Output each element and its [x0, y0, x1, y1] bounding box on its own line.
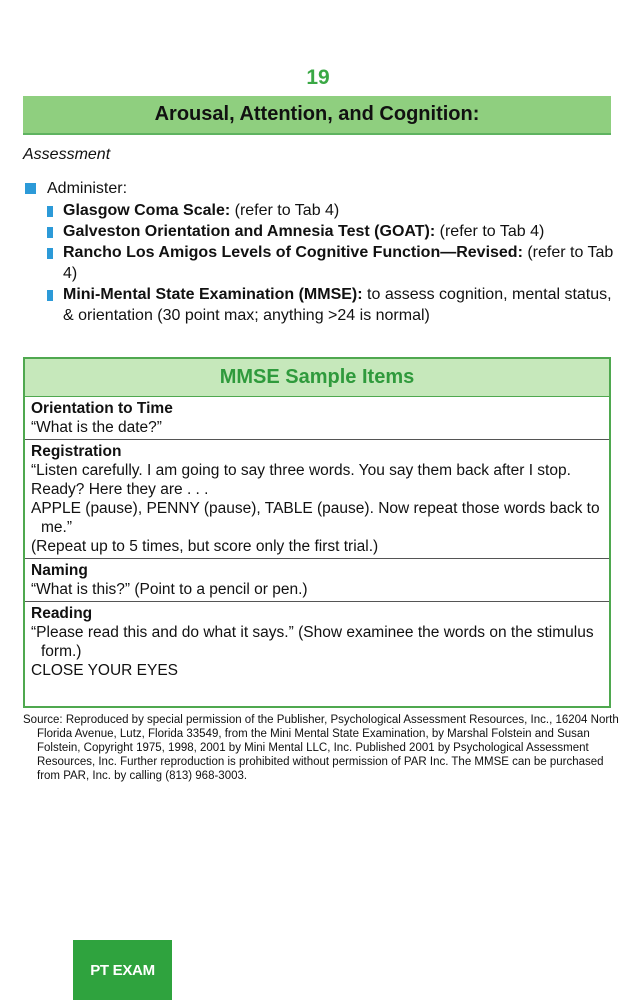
tool-name: Glasgow Coma Scale: [63, 202, 225, 219]
page-number: 19: [306, 66, 330, 89]
square-bullet-icon: [25, 183, 36, 194]
item-line: (Repeat up to 5 times, but score only the first trial.): [31, 538, 379, 555]
small-bullet-icon: [47, 206, 53, 217]
mmse-item-naming: [25, 559, 609, 602]
item-heading: Reading: [31, 605, 93, 622]
item-line: “What is the date?”: [31, 419, 162, 436]
source-note: Source: Reproduced by special permission of the Publisher, Psychological Assessment Resources, Inc., 16204 North Florida Avenue, Lutz, Florida 33549, from the Mini Mental State Examination, by Marshal Folstein and Susan Folstein, Copyright 1975, 1998, 2001 by Mini Mental LLC, Inc. Published 2001 by Psychological Assessment Resources, Inc. Further reproduction is prohibited without permission of PAR Inc. The MMSE can be purchased from PAR, Inc. by calling (813) 968-3003.: [23, 714, 619, 782]
item-heading: Orientation to Time: [31, 400, 173, 417]
mmse-box-title: MMSE Sample Items: [25, 359, 609, 397]
mmse-sample-box: [23, 357, 611, 708]
item-line: Ready? Here they are . . .: [31, 481, 209, 498]
item-heading: Naming: [31, 562, 88, 579]
assessment-list: [25, 178, 625, 326]
tool-desc: (refer to Tab 4): [435, 223, 545, 240]
subheading: Assessment: [23, 146, 111, 163]
tool-item: [25, 200, 625, 221]
item-line: “Listen carefully. I am going to say three words. You say them back after I stop.: [31, 462, 571, 479]
pt-exam-tab[interactable]: [73, 940, 172, 1000]
tool-desc: (refer to Tab 4): [63, 244, 614, 282]
tool-name: Rancho Los Amigos Levels of Cognitive Function—Revised:: [63, 244, 523, 261]
item-heading: Registration: [31, 443, 122, 460]
mmse-item-registration: [25, 440, 609, 559]
tool-name: Mini-Mental State Examination (MMSE):: [63, 286, 363, 303]
tool-item: [25, 242, 625, 284]
section-title: Arousal, Attention, and Cognition:: [154, 103, 480, 125]
small-bullet-icon: [47, 248, 53, 259]
small-bullet-icon: [47, 227, 53, 238]
section-title-bar: [23, 96, 611, 135]
list-item-administer: [25, 178, 625, 199]
tool-desc: (refer to Tab 4): [230, 202, 340, 219]
tool-colon: :: [224, 202, 231, 219]
tool-item: [25, 221, 625, 242]
item-line: APPLE (pause), PENNY (pause), TABLE (pause). Now repeat those words back to me.”: [31, 500, 600, 536]
tab-label-text: PT EXAM: [90, 961, 155, 979]
tool-name: Galveston Orientation and Amnesia Test (GOAT):: [63, 223, 436, 240]
mmse-item-orientation: [25, 397, 609, 440]
item-line: CLOSE YOUR EYES: [31, 662, 179, 679]
administer-label: Administer:: [47, 180, 128, 197]
item-line: “Please read this and do what it says.” (Show examinee the words on the stimulus form.): [31, 624, 594, 660]
tool-desc: to assess cognition, mental status, & orientation (30 point max; anything >24 is normal): [63, 286, 612, 324]
item-line: “What is this?” (Point to a pencil or pen.): [31, 581, 308, 598]
small-bullet-icon: [47, 290, 53, 301]
tool-item: [25, 284, 625, 326]
mmse-item-reading: [25, 602, 609, 682]
